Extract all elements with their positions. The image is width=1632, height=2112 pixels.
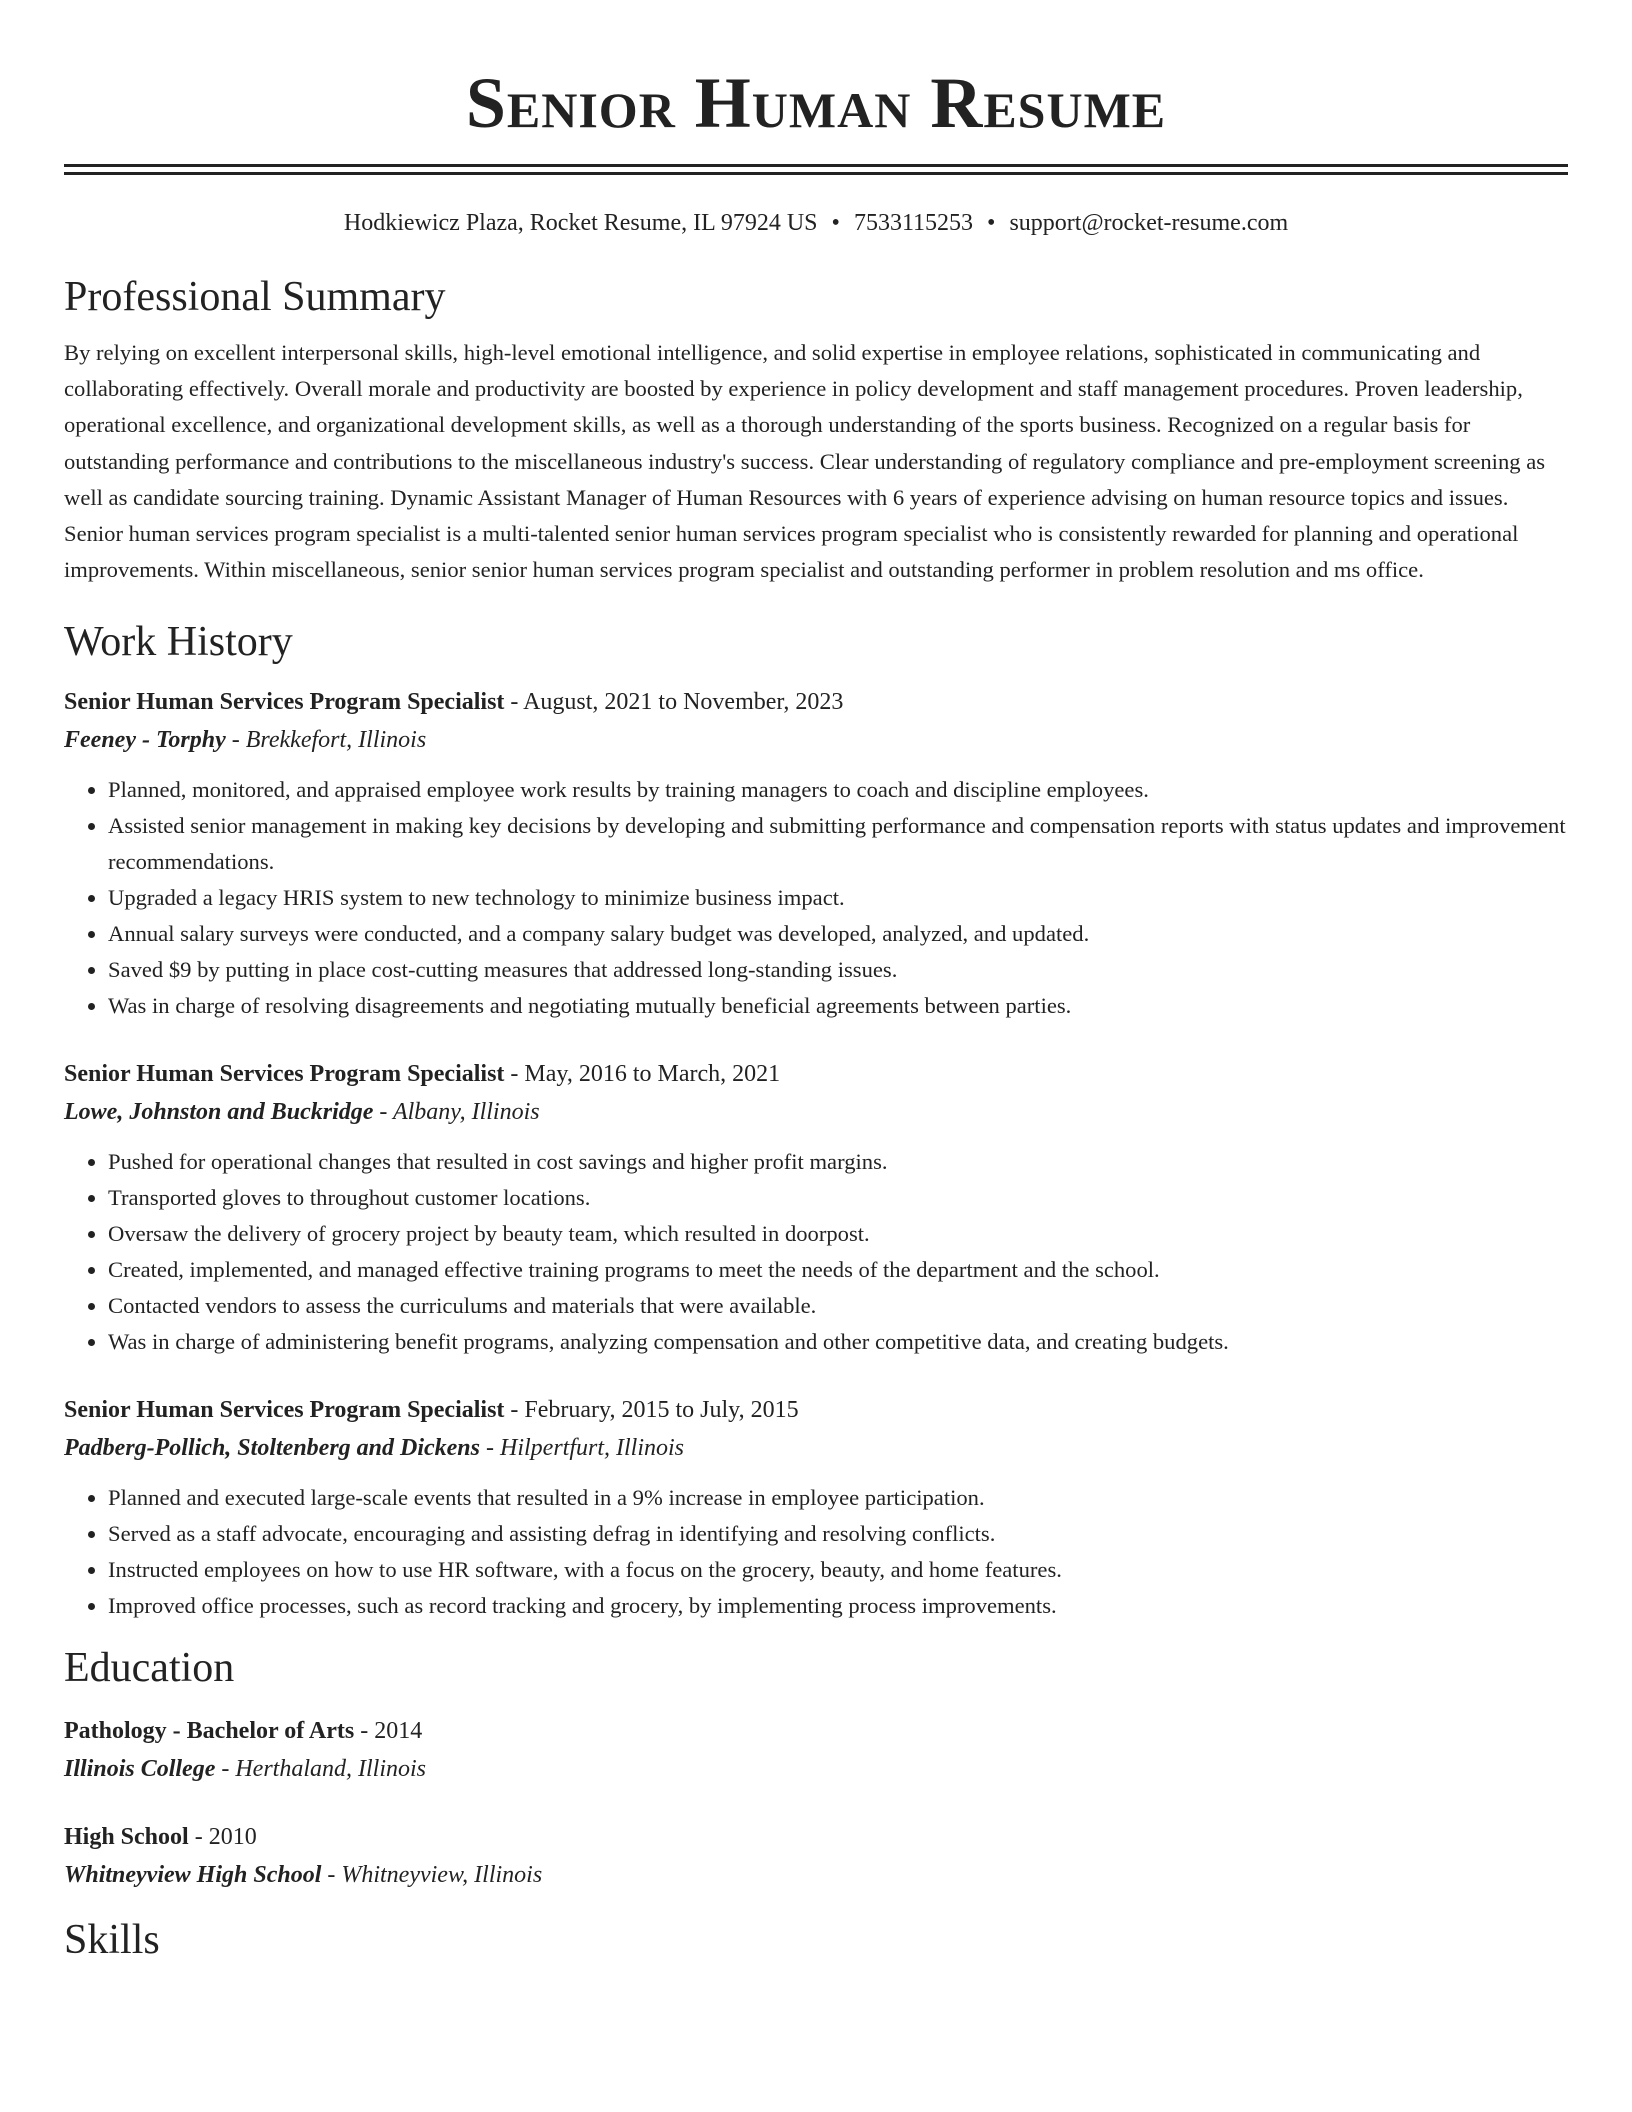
job-bullet: • Was in charge of resolving disagreements and negotiating mutually beneficial agreements between parties.	[108, 988, 1568, 1024]
job-role-line	[64, 1392, 1568, 1428]
education-school-line	[64, 1750, 1568, 1788]
education-school: Whitneyview High School	[64, 1862, 322, 1889]
job-bullets	[64, 1144, 1568, 1360]
job-bullet: • Upgraded a legacy HRIS system to new technology to minimize business impact.	[108, 880, 1568, 916]
contact-separator: •	[831, 210, 840, 236]
education-entry	[64, 1712, 1568, 1788]
job-bullets	[64, 772, 1568, 1024]
education-school: Illinois College	[64, 1756, 216, 1783]
job-bullet: • Improved office processes, such as record tracking and grocery, by implementing process improvements.	[108, 1588, 1568, 1624]
job-employer-line	[64, 1428, 1568, 1468]
education-degree: Pathology - Bachelor of Arts	[64, 1718, 355, 1745]
skills-heading: Skills	[64, 1917, 160, 1964]
job-dates: - August, 2021 to November, 2023	[504, 689, 844, 716]
job-bullet: • Oversaw the delivery of grocery project by beauty team, which resulted in doorpost.	[108, 1216, 1568, 1252]
job-entry	[64, 1392, 1568, 1624]
resume-title: Senior Human Resume	[465, 63, 1167, 143]
job-bullets	[64, 1480, 1568, 1624]
education-degree-line	[64, 1818, 1568, 1856]
job-bullet: • Was in charge of administering benefit programs, analyzing compensation and other competitive data, and creating budgets.	[108, 1324, 1568, 1360]
job-role: Senior Human Services Program Specialist	[64, 689, 505, 716]
job-entry	[64, 684, 1568, 1024]
job-role: Senior Human Services Program Specialist	[64, 1061, 505, 1088]
education-heading: Education	[64, 1645, 235, 1692]
job-bullet: • Served as a staff advocate, encouraging and assisting defrag in identifying and resolving conflicts.	[108, 1516, 1568, 1552]
job-bullet: • Created, implemented, and managed effective training programs to meet the needs of the department and the school.	[108, 1252, 1568, 1288]
job-role: Senior Human Services Program Specialist	[64, 1397, 505, 1424]
job-employer: Padberg-Pollich, Stoltenberg and Dickens	[64, 1435, 480, 1462]
education-year: - 2010	[188, 1824, 257, 1851]
job-bullet: • Saved $9 by putting in place cost-cutting measures that addressed long-standing issues.	[108, 952, 1568, 988]
job-location: - Hilpertfurt, Illinois	[480, 1435, 684, 1462]
job-bullet: • Annual salary surveys were conducted, and a company salary budget was developed, analyzed, and updated.	[108, 916, 1568, 952]
job-employer: Feeney - Torphy	[64, 727, 226, 754]
education-school-line	[64, 1856, 1568, 1894]
job-bullet: • Planned, monitored, and appraised employee work results by training managers to coach and discipline employees.	[108, 772, 1568, 808]
job-location: - Brekkefort, Illinois	[225, 727, 427, 754]
contact-email: support@rocket-resume.com	[1009, 210, 1289, 236]
job-bullet: • Assisted senior management in making key decisions by developing and submitting performance and compensation reports with status updates and improvement recommendations.	[108, 808, 1568, 880]
job-bullet: • Planned and executed large-scale events that resulted in a 9% increase in employee participation.	[108, 1480, 1568, 1516]
contact-phone: 7533115253	[853, 210, 974, 236]
job-employer-line	[64, 720, 1568, 760]
contact-separator: •	[987, 210, 996, 236]
contact-address: Hodkiewicz Plaza, Rocket Resume, IL 97924 US	[343, 210, 818, 236]
work-history-heading: Work History	[64, 619, 293, 666]
job-role-line	[64, 1056, 1568, 1092]
job-dates: - February, 2015 to July, 2015	[504, 1397, 799, 1424]
education-degree-line	[64, 1712, 1568, 1750]
title-divider	[64, 164, 1568, 175]
education-location: - Whitneyview, Illinois	[321, 1862, 543, 1889]
summary-text: By relying on excellent interpersonal skills, high-level emotional intelligence, and solid expertise in employee relations, sophisticated in communicating and collaborating effectively. Overall morale and productivity are boosted by experience in policy development and staff management procedures. Proven leadership, operational excellence, and organizational development skills, as well as a thorough understanding of the sports business. Recognized on a regular basis for outstanding performance and contributions to the miscellaneous industry's success. Clear understanding of regulatory compliance and pre-employment screening as well as candidate sourcing training. Dynamic Assistant Manager of Human Resources with 6 years of experience advising on human resource topics and issues. Senior human services program specialist is a multi-talented senior human services program specialist who is consistently rewarded for planning and operational improvements. Within miscellaneous, senior senior human services program specialist and outstanding performer in problem resolution and ms office.	[64, 340, 1546, 583]
job-bullet: • Contacted vendors to assess the curriculums and materials that were available.	[108, 1288, 1568, 1324]
education-location: - Herthaland, Illinois	[215, 1756, 427, 1783]
education-degree: High School	[64, 1824, 189, 1851]
job-location: - Albany, Illinois	[373, 1099, 540, 1126]
education-year: - 2014	[354, 1718, 423, 1745]
job-bullet: • Pushed for operational changes that resulted in cost savings and higher profit margins.	[108, 1144, 1568, 1180]
summary-heading: Professional Summary	[64, 274, 446, 320]
job-bullet: • Instructed employees on how to use HR software, with a focus on the grocery, beauty, and home features.	[108, 1552, 1568, 1588]
job-bullet: • Transported gloves to throughout customer locations.	[108, 1180, 1568, 1216]
job-role-line	[64, 684, 1568, 720]
education-entry	[64, 1818, 1568, 1894]
job-employer: Lowe, Johnston and Buckridge	[64, 1099, 374, 1126]
job-entry	[64, 1056, 1568, 1360]
contact-line	[64, 207, 1568, 239]
job-employer-line	[64, 1092, 1568, 1132]
job-dates: - May, 2016 to March, 2021	[504, 1061, 781, 1088]
